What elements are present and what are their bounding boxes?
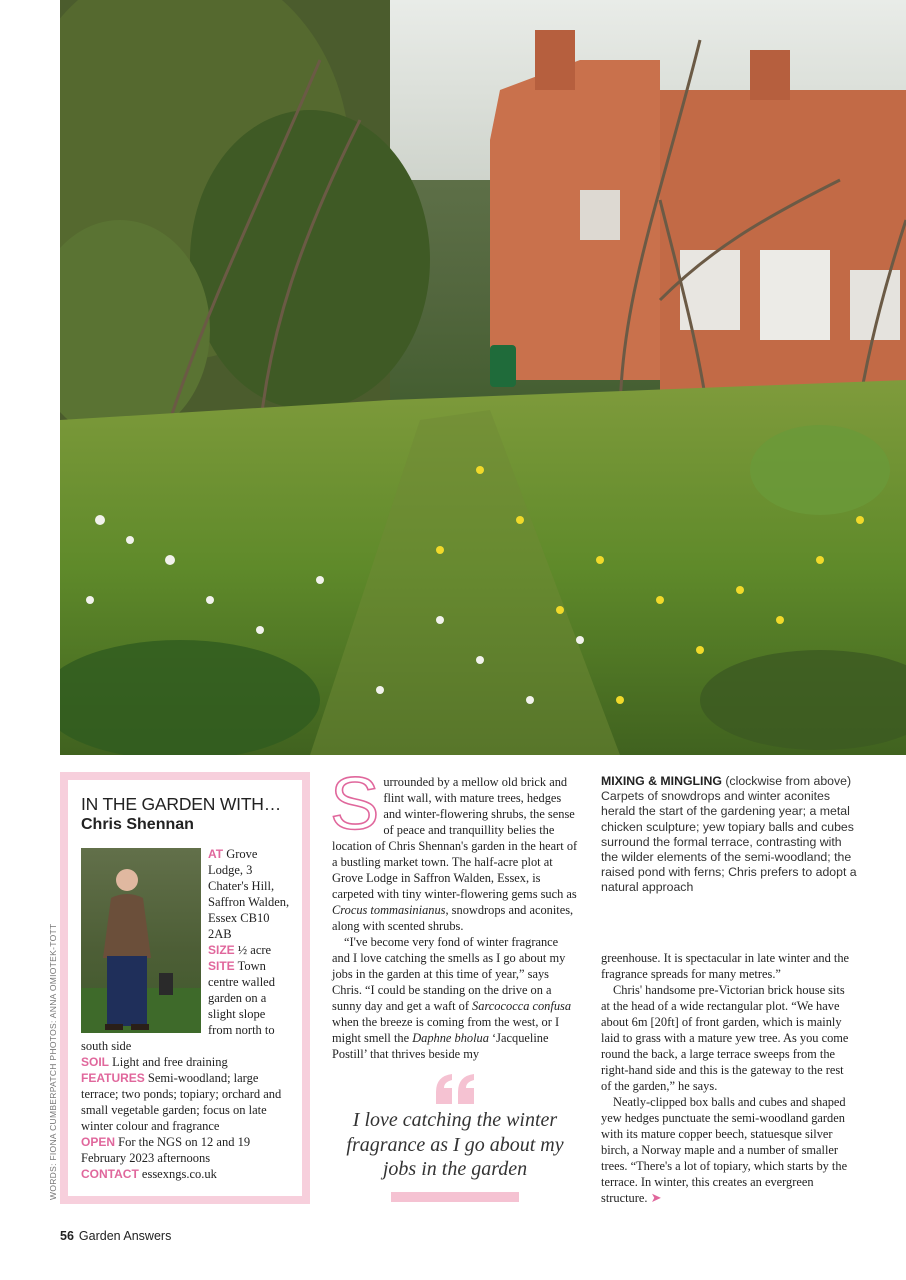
garden-photo <box>60 0 906 755</box>
magazine-name: Garden Answers <box>78 1229 172 1243</box>
article-paragraph-5 <box>601 1094 853 1207</box>
fact-size-label: SIZE <box>208 943 235 957</box>
article-p2-text-b: when the breeze is coming from the west, or I might smell the <box>332 1015 560 1045</box>
folio <box>60 1229 171 1243</box>
fact-soil-text: Light and free draining <box>109 1055 228 1069</box>
fact-open-text: For the NGS on 12 and 19 February 2023 afternoons <box>81 1135 251 1165</box>
continue-arrow-icon: ➤ <box>650 1191 662 1206</box>
article-p2-italic-1: Sarcococca confusa <box>472 999 572 1013</box>
gardener-name: Chris Shennan <box>81 816 194 833</box>
article-column-3 <box>601 950 853 1207</box>
fact-at-text: Grove Lodge, 3 Chater's Hill, Saffron Walden, Essex CB10 2AB <box>208 847 290 941</box>
fact-site-text: Town centre walled garden on a slight slope from north to south side <box>81 959 275 1053</box>
article-column-2 <box>330 762 578 1062</box>
page-number: 56 <box>60 1229 74 1243</box>
fact-open <box>81 1134 290 1166</box>
article-p1-text: urrounded by a mellow old brick and flint wall, with mature trees, hedges and winter-flowering shrubs, the sense of peace and tranquillity belies the location of Chris Shennan's garden in the heart of a bustling market town. The half-acre plot at Grove Lodge in Saffron Walden, Essex, is carpeted with tiny winter-flowering gems such as <box>332 775 578 901</box>
fact-site-label: SITE <box>208 959 235 973</box>
caption-text: (clockwise from above) Carpets of snowdrops and winter aconites herald the start of the gardening year; a metal chicken sculpture; yew topiary balls and cubes surround the formal terrace, contrasting with the wilder elements of the semi-woodland; the raised pond with ferns; Chris prefers to adopt a natural approach <box>601 774 857 895</box>
photo-credit: WORDS: FIONA CUMBERPATCH PHOTOS: ANNA OMIOTEK-TOTT <box>48 923 58 1200</box>
article-p2-italic-2: Daphne bholua <box>412 1031 489 1045</box>
quote-mark-icon <box>434 1072 478 1106</box>
fact-features-label: FEATURES <box>81 1071 145 1085</box>
fact-at-label: AT <box>208 847 224 861</box>
gardener-portrait <box>81 848 201 1033</box>
article-paragraph-2 <box>332 934 578 1062</box>
fact-soil <box>81 1054 290 1070</box>
fact-features <box>81 1070 290 1134</box>
fact-features-text: Semi-woodland; large terrace; two ponds; topiary; orchard and small vegetable garden; focus on late winter colour and fragrance <box>81 1071 282 1133</box>
article-paragraph-1 <box>330 762 578 934</box>
fact-soil-label: SOIL <box>81 1055 110 1069</box>
fact-contact <box>81 1166 290 1182</box>
fact-box-kicker: IN THE GARDEN WITH… <box>81 794 282 814</box>
photo-caption <box>601 774 857 896</box>
fact-contact-label: CONTACT <box>81 1167 139 1181</box>
pull-quote: I love catching the winter fragrance as I go about my jobs in the garden <box>346 1109 564 1180</box>
article-p2-text-a: “I've become very fond of winter fragrance and I love catching the smells as I go about my jobs in the garden at this time of year,” says Chris. “I could be standing on the drive on a sunny day and get a waft of <box>332 935 566 1013</box>
article-p2-text-c: ‘Jacqueline Postill’ that thrives beside my <box>332 1031 549 1061</box>
article-p1-italic: Crocus tommasinianus <box>332 903 446 917</box>
fact-size-text: ½ acre <box>234 943 272 957</box>
portrait-illustration <box>81 848 201 1033</box>
garden-photo-illustration <box>60 0 906 755</box>
article-paragraph-3: greenhouse. It is spectacular in late winter and the fragrance spreads for many metres.” <box>601 951 850 981</box>
article-p5-text: Neatly-clipped box balls and cubes and shaped yew hedges punctuate the semi-woodland garden with its mature copper beech, statuesque silver birch, a Norway maple and a number of smaller trees. “There's a lot of topiary, which starts by the terrace. In winter, this creates an evergreen structure. <box>601 1095 848 1205</box>
fact-open-label: OPEN <box>81 1135 116 1149</box>
pull-quote-bar <box>391 1192 519 1202</box>
drop-cap: S <box>330 762 380 845</box>
article-paragraph-4: Chris' handsome pre-Victorian brick house sits at the head of a wide rectangular plot. “We have about 6m [20ft] of front garden, which is mainly laid to grass with a mature yew tree. As you come round the back, a large terrace sweeps from the right-hand side and this is the gateway to the rest of the garden,” he says. <box>601 983 849 1093</box>
fact-box <box>60 772 310 1204</box>
caption-heading: MIXING & MINGLING <box>601 774 722 788</box>
article-p1-end: , snowdrops and aconites, along with scented shrubs. <box>332 903 574 933</box>
fact-contact-text: essexngs.co.uk <box>138 1167 217 1181</box>
